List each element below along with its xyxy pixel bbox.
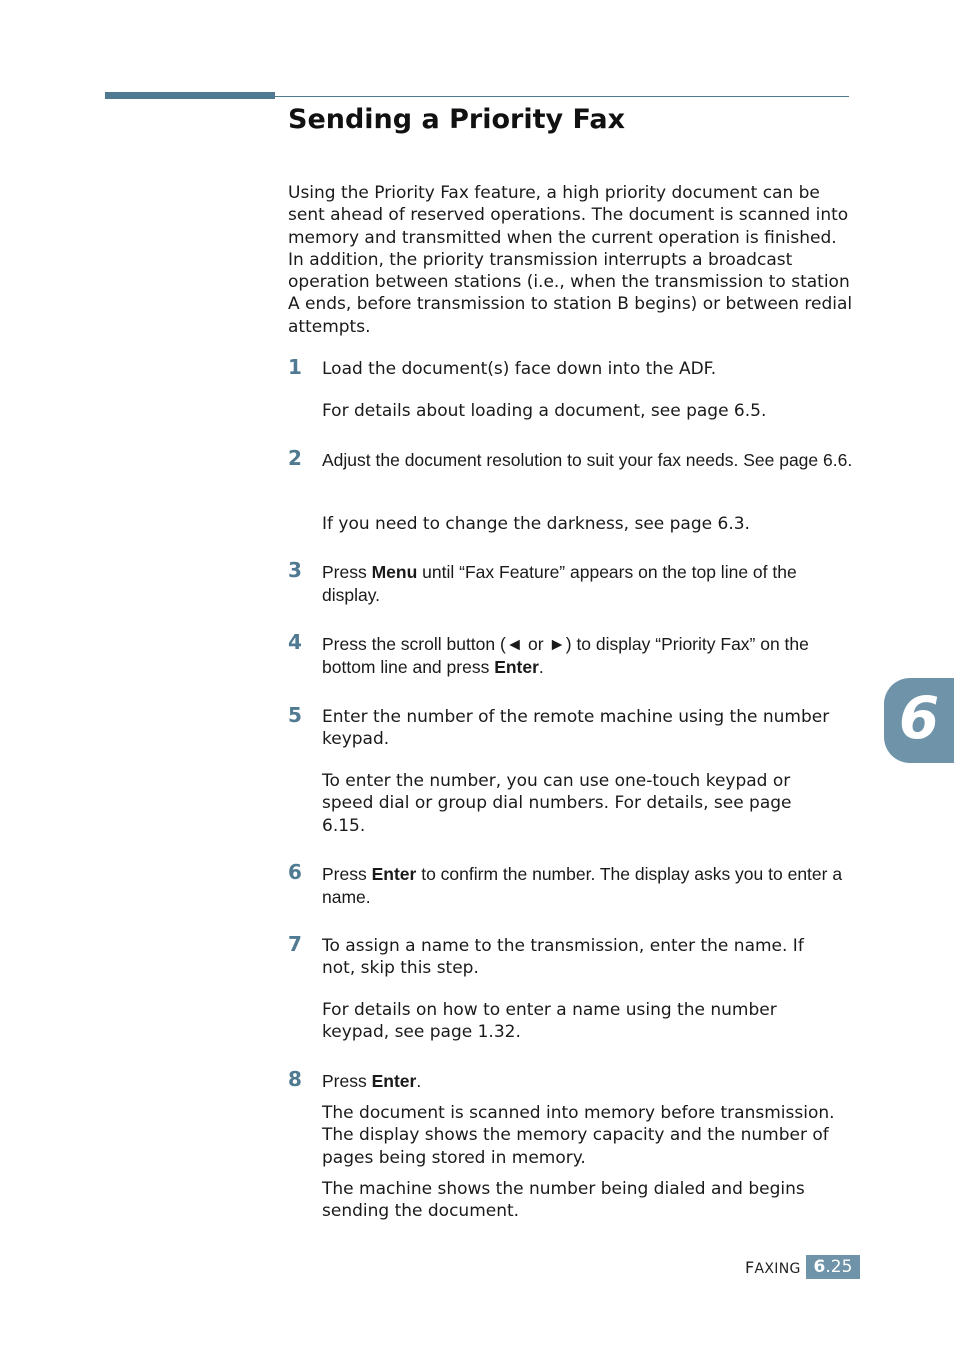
step-number-4: 4	[288, 630, 302, 654]
key-enter: Enter	[494, 657, 539, 677]
header-rule-thick	[105, 92, 275, 99]
step-number-3: 3	[288, 558, 302, 582]
step-7-text: To assign a name to the transmission, enter the name. If not, skip this step.	[322, 936, 804, 979]
page-title: Sending a Priority Fax	[288, 104, 626, 135]
step-number-2: 2	[288, 446, 302, 470]
step-number-7: 7	[288, 932, 302, 956]
chapter-tab	[884, 678, 954, 763]
step-number-6: 6	[288, 860, 302, 884]
intro-paragraph: Using the Priority Fax feature, a high priority document can be sent ahead of reserved operations. The document is scanned into memory and transmitted when the current operation is finished. In addition, the priority transmission interrupts a broadcast operation between stations (i.e., when the transmission to station A ends, before transmission to station B begins) or between redial attempts.	[288, 183, 853, 337]
step-3-text: Press Menu until “Fax Feature” appears on the top line of the display.	[322, 562, 797, 605]
step-5-text: Enter the number of the remote machine using the number keypad.	[322, 707, 830, 750]
header-rule-thin	[275, 96, 849, 97]
step-8-text: Press Enter.	[322, 1071, 422, 1091]
step-8-note-2: The machine shows the number being dialed and begins sending the document.	[322, 1179, 805, 1222]
step-6-text: Press Enter to confirm the number. The display asks you to enter a name.	[322, 864, 843, 907]
key-menu: Menu	[371, 562, 418, 582]
step-1-note: For details about loading a document, see page 6.5.	[322, 401, 767, 421]
step-number-5: 5	[288, 703, 302, 727]
step-2-text: Adjust the document resolution to suit your fax needs. See page 6.6.	[322, 450, 853, 470]
key-enter: Enter	[371, 1071, 417, 1091]
step-5-note: To enter the number, you can use one-touch keypad or speed dial or group dial numbers. For details, see page 6.15.	[322, 771, 792, 836]
footer-section-name: FAXING	[745, 1258, 801, 1277]
page-number: 6.25	[806, 1255, 860, 1279]
step-4-text: Press the scroll button (◄ or ►) to display “Priority Fax” on the bottom line and press Enter.	[322, 634, 809, 677]
key-enter: Enter	[371, 864, 417, 884]
step-number-8: 8	[288, 1067, 302, 1091]
step-number-1: 1	[288, 355, 302, 379]
step-1-text: Load the document(s) face down into the ADF.	[322, 359, 717, 379]
step-8-note: The document is scanned into memory before transmission. The display shows the memory capacity and the number of pages being stored in memory.	[322, 1103, 835, 1168]
chapter-number: 6	[898, 684, 940, 752]
step-2-note: If you need to change the darkness, see page 6.3.	[322, 514, 750, 534]
step-7-note: For details on how to enter a name using the number keypad, see page 1.32.	[322, 1000, 777, 1043]
